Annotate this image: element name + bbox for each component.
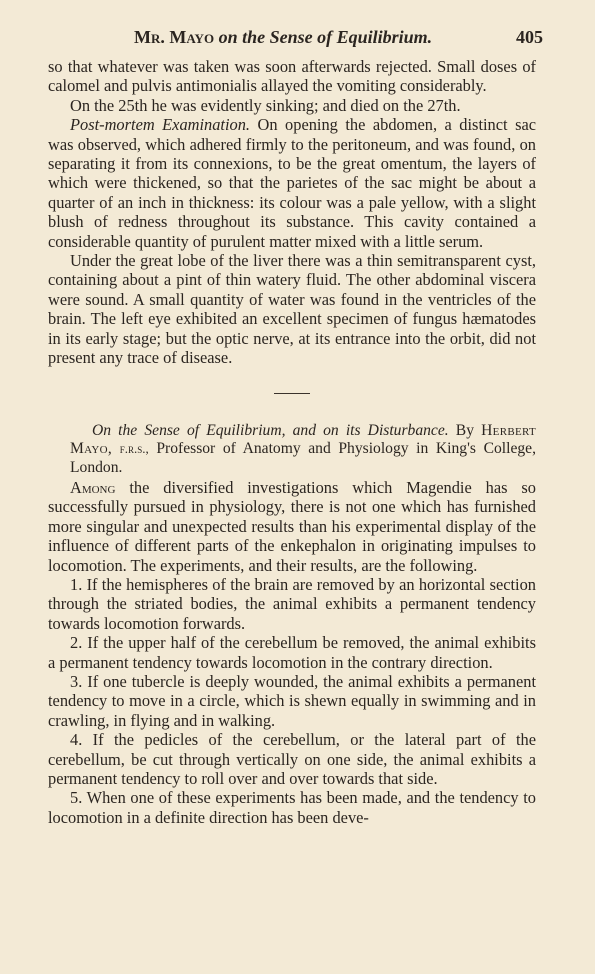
intro-text: the diversified investigations which Magendie has so successfully pursued in physiology, there is not one which has furnished more singular and unexpected results than his experimental display of the influence of different parts of the enkephalon in originating impulses to locomotion. The experiments, and their results, are the following. [48, 477, 536, 575]
experiment-3: 3. If one tubercle is deeply wounded, the animal exhibits a permanent tendency to move in a circle, which is shewn equally in swimming and in crawling, in flying and in walking. [48, 671, 536, 730]
experiment-1: 1. If the hemispheres of the brain are removed by an horizontal section through the striated bodies, the animal exhibits a permanent tendency towards locomotion forwards. [48, 574, 536, 633]
running-title-author: Mr. Mayo [134, 27, 215, 47]
running-title [134, 27, 432, 48]
page-number: 405 [516, 27, 543, 47]
experiment-4: 4. If the pedicles of the cerebellum, or the lateral part of the cerebellum, be cut through vertically on one side, the animal exhibits a permanent tendency to roll over and over towards that side. [48, 730, 536, 788]
paragraph-death: On the 25th he was evidently sinking; and died on the 27th. [70, 95, 461, 115]
article-by: By [448, 421, 482, 439]
running-header [48, 27, 543, 51]
article-degree: f.r.s., [119, 441, 149, 457]
article-heading [48, 422, 536, 478]
paragraph-post-mortem [48, 115, 536, 251]
page-body [48, 57, 536, 827]
article-title: On the Sense of Equilibrium, and on its Disturbance. [92, 421, 449, 439]
post-mortem-text: On opening the abdomen, a distinct sac was observed, which adhered firmly to the peritoneum, and was found, on separating it from its connexions, to be the great omentum, the layers of which were thickened, so that the parietes of the sac might be about a quarter of an inch in thickness: its colour was a pale yellow, with a slight blush of redness throughout its substance. This cavity contained a considerable quantity of purulent matter mixed with a little serum. [48, 115, 536, 251]
experiment-5: 5. When one of these experiments has been made, and the tendency to locomotion in a definite direction has been deve- [48, 788, 536, 827]
running-title-subject: on the Sense of Equilibrium. [218, 27, 433, 47]
experiment-2: 2. If the upper half of the cerebellum be removed, the animal exhibits a permanent tendency towards locomotion in the contrary direction. [48, 633, 536, 672]
paragraph-continued: so that whatever was taken was soon afterwards rejected. Small doses of calomel and pulvis antimonialis allayed the vomiting considerably. [48, 57, 536, 96]
paragraph-intro [48, 478, 536, 575]
intro-first-word: Among [70, 477, 116, 497]
paragraph-liver: Under the great lobe of the liver there was a thin semitransparent cyst, containing about a pint of thin watery fluid. The other abdominal viscera were sound. A small quantity of water was found in the ventricles of the brain. The left eye exhibited an excellent specimen of fungus hæmatodes in its early stage; but the optic nerve, at its entrance into the orbit, did not present any trace of disease. [48, 251, 536, 368]
section-divider [274, 393, 310, 394]
article-author: Herbert Mayo, [70, 421, 536, 458]
post-mortem-heading: Post-mortem Examination. [70, 115, 251, 135]
article-affiliation: Professor of Anatomy and Physiology in King's College, London. [70, 440, 536, 477]
